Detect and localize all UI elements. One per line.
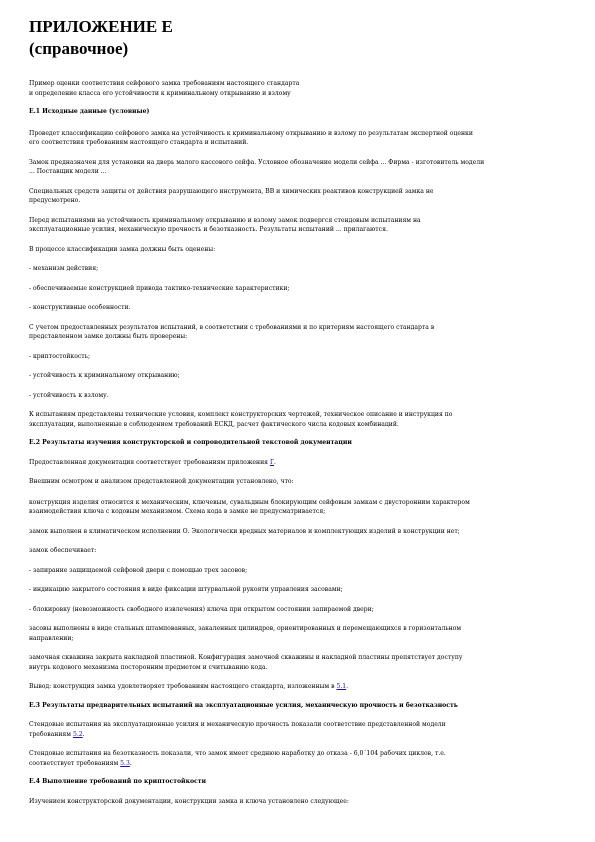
e2-paragraph-docs-text: Предоставленная документация соответствует требованиям приложения	[29, 458, 270, 466]
e1-paragraph-2-line-1: Замок предназначен для установки на дверь малого кассового сейфа. Условное обозначение модели сейфа ... Фирма - изготовитель модели	[29, 158, 485, 166]
e2-paragraph-6	[29, 653, 573, 672]
e1-paragraph-6	[29, 323, 573, 342]
section-e1-heading: Е.1 Исходные данные (условные)	[29, 108, 150, 115]
e2-conclusion-text: Вывод: конструкция замка удовлетворяет требованиям настоящего стандарта, изложенным в	[29, 683, 337, 690]
e3-paragraph-1-line-2	[29, 730, 573, 740]
e1-paragraph-7-line-1: К испытаниям представлены технические условия, комплект конструкторских чертежей, техническое описание и инструкция по	[29, 411, 453, 418]
e2-conclusion	[29, 682, 573, 692]
e1-paragraph-2-line-2: ... Поставщик модели ...	[29, 168, 107, 175]
e3-paragraph-1-end: .	[82, 730, 85, 738]
section-e4-heading: Е.4 Выполнение требований по криптостойкости	[29, 778, 207, 785]
e3-paragraph-1-pre: требованиям	[29, 730, 73, 738]
clause-5-1-link[interactable]: 5.1	[336, 683, 347, 690]
e1-list-item-1: - механизм действия;	[29, 265, 99, 272]
e2-paragraph-5-line-2: направлении;	[29, 634, 74, 642]
e2-paragraph-2	[29, 498, 573, 517]
e3-paragraph-2-end: .	[129, 759, 132, 767]
section-e3-heading: Е.3 Результаты предварительных испытаний на эксплуатационные усилия, механическую прочность и безотказность	[29, 701, 458, 709]
e1-paragraph-3	[29, 187, 573, 206]
e2-paragraph-6-line-1: замочная скважина закрыта накладной пластиной. Конфигурация замочной скважины и накладной пластины препятствует доступу	[29, 654, 463, 661]
intro-paragraph	[29, 79, 573, 98]
appendix-title	[29, 16, 573, 60]
e1-paragraph-7-line-2: эксплуатации, выполненные в соблюдением требований ЕСКД, расчет фактического числа кодовых комбинаций.	[29, 420, 399, 428]
clause-5-2-link[interactable]: 5.2	[72, 730, 83, 738]
e1-list-item-4: - криптостойкость;	[29, 352, 91, 360]
appendix-title-line1: ПРИЛОЖЕНИЕ Е	[29, 17, 173, 36]
e1-paragraph-4-line-2: эксплуатационные усилия, механическую прочность и безотказность. Результаты испытаний ... прилагаются.	[29, 226, 388, 233]
intro-line-1: Пример оценки соответствия сейфового замка требованиям настоящего стандарта	[29, 80, 300, 87]
e1-list-item-6: - устойчивость к взлому.	[29, 391, 109, 399]
e1-paragraph-3-line-1: Специальных средств защиты от действия разрушающего инструмента, ВВ и химических реактивов конструкцией замка не	[29, 187, 434, 195]
e2-paragraph-2-line-1: конструкция изделия относится к механическим, ключевым, сувальдным блокирующим сейфовым замкам с двусторонним характером	[29, 498, 470, 506]
e2-paragraph-docs	[29, 458, 573, 468]
e2-paragraph-5	[29, 624, 573, 643]
e1-paragraph-1-line-1: Проведет классификацию сейфового замка на устойчивость к криминальному открыванию и взлому по результатам экспертной оценки	[29, 129, 473, 137]
e2-paragraph-5-line-1: засовы выполнены в виде стальных штампованных, закаленных цилиндров, ориентированных и перемещающихся в горизонтальном	[29, 625, 462, 632]
e2-paragraph-1: Внешним осмотром и анализом представленной документации установлено, что:	[29, 478, 294, 485]
e1-paragraph-6-line-1: С учетом предоставленных результатов испытаний, в соответствии с требованиями и по критериям настоящего стандарта в	[29, 323, 435, 331]
e1-list-item-2: - обеспечиваемые конструкцией привода тактико-технические характеристики;	[29, 284, 290, 292]
e2-conclusion-end: .	[346, 683, 349, 690]
e1-paragraph-4-line-1: Перед испытаниями на устойчивость криминальному открыванию и взлому замок подвергся стендовым испытаниям на	[29, 216, 421, 224]
e2-list-item-3: - блокировку (невозможность свободного извлечения) ключа при открытом состоянии запираемой двери;	[29, 605, 374, 613]
e4-paragraph-1: Изучением конструкторской документации, конструкции замка и ключа установлено следующее:	[29, 797, 349, 805]
e2-paragraph-docs-end: .	[274, 458, 276, 466]
e2-list-item-2: - индикацию закрытого состояния в виде фиксации штурвальной рукояти управления засовами;	[29, 586, 343, 593]
e2-list-item-1: - запирание защищаемой сейфовой двери с помощью трех засовов;	[29, 566, 248, 574]
e2-paragraph-2-line-2: взаимодействия ключа с кодовым механизмом. Схема кода в замке не предусматривается;	[29, 508, 326, 515]
clause-5-3-link[interactable]: 5.3	[120, 759, 130, 767]
e2-paragraph-3: замок выполнен в климатическом исполнении О. Экологически вредных материалов и комплектующих изделий в конструкции нет;	[29, 527, 460, 535]
e3-paragraph-1	[29, 720, 573, 739]
e1-paragraph-3-line-2: предусмотрено.	[29, 197, 81, 204]
e2-paragraph-6-line-2: внутрь кодового механизма посторонним предметом и считыванию кода.	[29, 663, 268, 671]
e3-paragraph-1-line-1: Стендовые испытания на эксплуатационные усилия и механическую прочность показали соответствие представленной модели	[29, 721, 446, 728]
e3-paragraph-2-pre: соответствует требованиям	[29, 759, 121, 767]
e1-paragraph-7	[29, 410, 573, 429]
e3-paragraph-2-line-1: Стендовые испытания на безотказность показали, что замок имеет среднюю наработку до отказа - 6,0´104 рабочих циклов, т.е.	[29, 750, 446, 757]
e3-paragraph-2	[29, 749, 573, 768]
e3-paragraph-2-line-2	[29, 759, 573, 769]
e1-paragraph-4	[29, 216, 573, 235]
e1-paragraph-1	[29, 129, 573, 148]
e1-paragraph-1-line-2: его соответствия требованиям настоящего стандарта и испытаний.	[29, 139, 249, 146]
e1-paragraph-5: В процессе классификации замка должны быть оценены:	[29, 245, 216, 253]
intro-line-2: и определение класса его устойчивости к криминальному открыванию и взлому	[29, 89, 291, 97]
e1-list-item-3: - конструктивные особенности.	[29, 304, 131, 311]
e1-paragraph-2	[29, 158, 573, 177]
e2-paragraph-4: замок обеспечивает:	[29, 547, 97, 554]
e1-paragraph-6-line-2: представленном замке должны быть проверены:	[29, 333, 188, 340]
appendix-g-link[interactable]: Г	[269, 458, 274, 466]
e1-list-item-5: - устойчивость к криминальному открыванию;	[29, 372, 180, 379]
appendix-title-line2: (справочное)	[29, 39, 129, 58]
section-e2-heading: Е.2 Результаты изучения конструкторской и сопроводительной текстовой документации	[29, 439, 352, 446]
